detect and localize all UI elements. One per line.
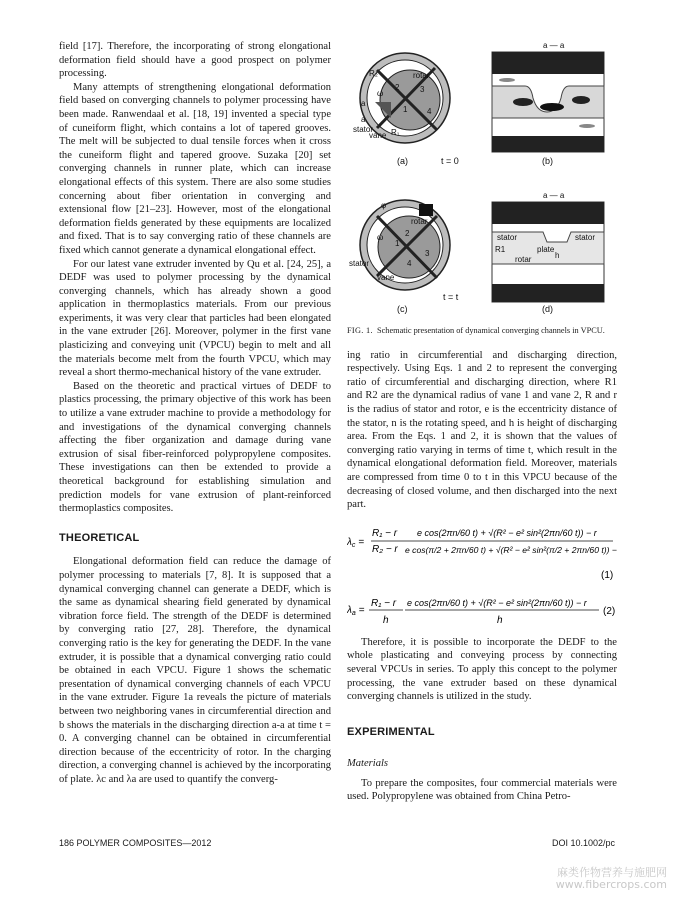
figure-1 (347, 40, 617, 322)
section-label: a — a (543, 41, 565, 50)
fig-label: 2 (395, 83, 400, 92)
panel-b-diagram (492, 41, 604, 152)
fig-label: h (555, 251, 560, 260)
fig-label: stator (353, 125, 374, 134)
fig-label: vane (369, 131, 387, 140)
panel-d-diagram (492, 191, 604, 302)
subsection-heading-materials: Materials (347, 758, 389, 770)
paragraph: field [17]. Therefore, the incorporating of strong elongational deformation field should have a good prospect on polymer processing. (59, 41, 331, 80)
fig-label: 4 (407, 259, 412, 268)
equation-1 (347, 522, 617, 586)
fig-label: ω (377, 233, 384, 242)
fig-label: rotar (515, 255, 532, 264)
eq-number-1: (1) (601, 569, 614, 581)
svg-text:λa =: $\lambda_a$ = (347, 604, 365, 617)
panel-label-c: (c) (397, 304, 408, 314)
svg-text:e cos(2πn/60 t) + √(R² − e² si: e cos(2πn/60 t) + √(R² − e² sin²(2πn/60 t)) − r (407, 597, 587, 608)
panel-label-a: (a) (397, 156, 408, 166)
fig-label: vane (377, 273, 395, 282)
paragraph: Based on the theoretic and practical virtues of DEDF to plastics processing, the primary objective of this work has been to utilize a vane extruder machine to provide a methodology for and investigations of the dynamical converging channels affecting the fiber organization and damage during vane extrusion of sisal fiber-reinforced polypropylene composites. These investigations can then be extended to provide a theoretical background for establishing simulation and prediction models for vane extrusion of plant-reinforced thermoplastics composites. (59, 380, 331, 515)
fig-label: a (361, 99, 366, 108)
section-heading-experimental: EXPERIMENTAL (347, 725, 435, 738)
svg-text:R₂ − r: R₂ − r (372, 543, 398, 555)
svg-text:h: h (383, 614, 389, 626)
paragraph: Therefore, it is possible to incorporate the DEDF to the whole plasticating and conveying process by connecting several VPCUs in series. To apply this concept to the polymer processing, the vane extruder based on these dynamical converging channels is utilized in the study. (347, 636, 617, 703)
equation-2 (347, 594, 617, 630)
svg-text:e cos(2πn/60 t) + √(R² − e² si: e cos(2πn/60 t) + √(R² − e² sin²(2πn/60 t)) − r (417, 527, 597, 538)
svg-text:h: h (497, 614, 503, 626)
fig-label: 1 (395, 239, 400, 248)
fig-label: φ (381, 201, 387, 210)
equation-1-render (347, 522, 617, 586)
fig-label: 4 (427, 107, 432, 116)
fig-label: rotar (413, 71, 430, 80)
watermark-line2: www.fibercrops.com (555, 878, 667, 891)
fig-label: 2 (405, 229, 410, 238)
fig-label: 1 (403, 105, 408, 114)
eq-number-2: (2) (603, 605, 616, 617)
panel-a-diagram (353, 53, 450, 143)
section-label: a — a (543, 191, 565, 200)
fig-label: R₂ (369, 69, 378, 78)
footer-right: DOI 10.1002/pc (552, 838, 616, 848)
paragraph: Many attempts of strengthening elongational deformation field based on converging channels to polymer processing have been made. Ranwendaal et al. [18, 19] invented a special type of cuneiform flight, which contains a lot of tapered grooves. The melt will be subjected to dual tensile forces when it cross the cuneiform flight and tapered groove. Suzaka [20] set converging channels in runner plate, which can increase elongational effects of this system. There are also some studies concerning about fiber orientation in converging and extensional flow [21–23]. However, most of the elongational deformation fields generated by these equipments are localized and fixed. That is to say converging ratio of these channels are fixed which cannot generate a dynamical elongational effect. (59, 81, 331, 256)
time-label-bottom: t = t (443, 292, 459, 302)
panel-c-diagram (349, 200, 450, 290)
svg-text:R₁ − r: R₁ − r (371, 597, 397, 609)
caption-label: FIG. 1. (347, 326, 373, 335)
figure-caption (347, 326, 617, 337)
left-column (59, 40, 331, 786)
equation-2-render (347, 594, 617, 630)
figure-1-diagram (347, 40, 617, 322)
svg-text:λc =: $\lambda_c$ = (347, 536, 365, 549)
panel-label-b: (b) (542, 156, 553, 166)
fig-label: stator (349, 259, 370, 268)
fig-label: rotar (411, 217, 428, 226)
paragraph: For our latest vane extruder invented by Qu et al. [24, 25], a DEDF was used to polymer processing by the dynamical converging channels, which has already shown a good application in thermoplastics materials. From our previous experiments, it was very clear that particles had been elongated in the vane extruder [26]. Moreover, polymer in the first vane plasticizing and conveying unit (VPCU) begin to melt and all the materials become melt from the fourth VPCU, which may reveal a short thermo-mechanical history of the vane extruder. (59, 258, 331, 379)
fig-label: stator (575, 233, 596, 242)
fig-label: 3 (425, 249, 430, 258)
fig-label: 3 (420, 85, 425, 94)
fig-label: a (361, 115, 366, 124)
paragraph: Elongational deformation field can reduce the damage of polymer processing to materials [7, 8]. It is supposed that a dynamical converging channel can generate a DEDF, which is the same as dynamical shearing field generated by dynamical vibration force field. The strength of the DEDF is determined by converging ratio [27, 28]. Therefore, the dynamical converging ratio is the key for generating the DEDF. In the vane extruder, it is possible that a dynamical converging ratio could be obtained in each VPCU. Figure 1 shows the schematic presentation of dynamical converging channels of each VPCU in the vane extruder. Figure 1a reveals the picture of materials between two neighboring vanes in circumferential direction and b shows the materials in the discharging direction a-a at time t = 0. A converging channel can be obtained in circumferential direction because of the eccentricity of rotor. In the charging direction, a converging channel is achieved by the incorporating of plate. λc and λa are used to quantify the converg- (59, 556, 331, 785)
paragraph: To prepare the composites, four commercial materials were used. Polypropylene was obtained from China Petro- (347, 777, 617, 803)
fig-label: R1 (495, 245, 506, 254)
paragraph: ing ratio in circumferential and discharging direction, respectively. Using Eqs. 1 and 2 to represent the converging ratio of circumferential and discharging direction, where R1 and R2 are the dynamical radius of vane 1 and vane 2, R and r is the radius of stator and rotor, e is the eccentricity distance of the stator, n is the rotating speed, and h is height of discharging area. From the Eqs. 1 and 2, it is shown that the values of converging ratio varying in terms of time t, which result in the dynamical elongational deformation field. Moreover, materials are compressed from time 0 to t in this VPCU because of the decreasing of closed volume, and then discharged into the next part. (347, 349, 617, 511)
time-label-top: t = 0 (441, 156, 459, 166)
caption-text: Schematic presentation of dynamical converging channels in VPCU. (377, 326, 605, 335)
svg-text:e cos(π/2 + 2πn/60 t) + √(R² −: e cos(π/2 + 2πn/60 t) + √(R² − e² sin²(π/2 + 2πn/60 t)) − r (405, 544, 617, 555)
fig-label: stator (497, 233, 518, 242)
fig-label: ω (377, 89, 384, 98)
fig-label: plate (537, 245, 555, 254)
fig-label: R₁ (391, 128, 400, 137)
right-column (347, 40, 617, 804)
panel-label-d: (d) (542, 304, 553, 314)
svg-text:R₁ − r: R₁ − r (372, 527, 398, 539)
watermark-line1: 麻类作物营养与施肥网 (557, 866, 667, 879)
footer-left: 186 POLYMER COMPOSITES—2012 (59, 838, 212, 848)
section-heading-theoretical: THEORETICAL (59, 531, 140, 544)
